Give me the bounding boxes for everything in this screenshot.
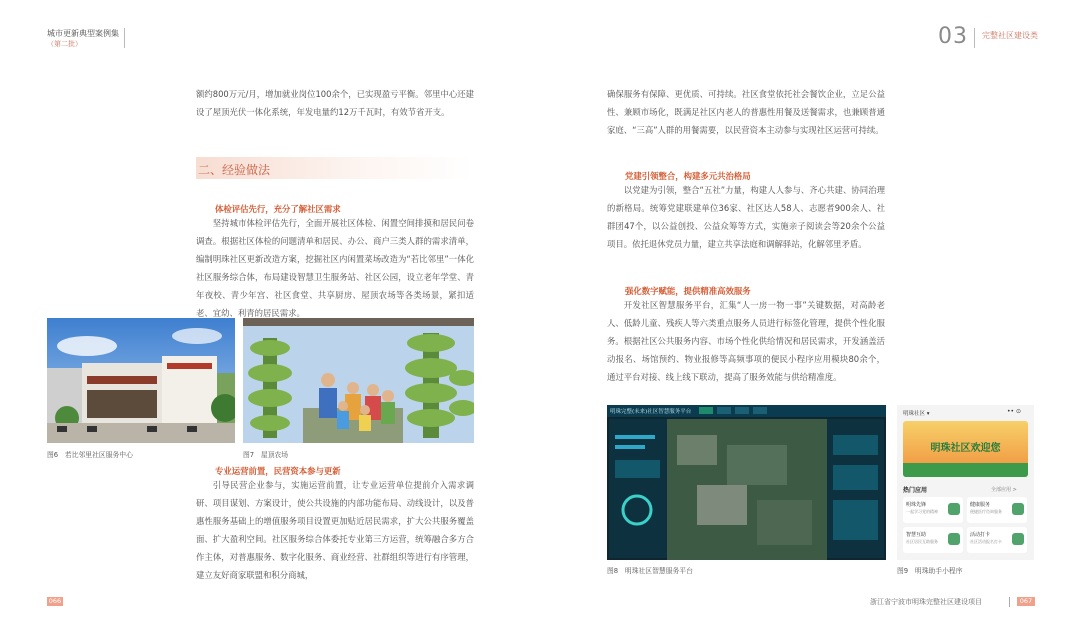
right-page-number: 067 — [1017, 597, 1035, 606]
app-tile-2[interactable] — [967, 497, 1027, 523]
fig7-rooftop-farm-photo — [243, 318, 474, 443]
fig8-platform-screenshot — [607, 405, 886, 560]
fig8-caption: 图8 明珠社区智慧服务平台 — [607, 567, 693, 575]
fig9-caption: 图9 明珠助手小程序 — [897, 567, 963, 575]
subheading-4: 强化数字赋能，提供精准高效服务 — [625, 286, 751, 296]
header-divider-right — [974, 28, 975, 48]
paragraph-3-text: 以党建为引领，整合“五社”力量，构建人人参与、齐心共建、协同治理的新格局。统筹党建联建单位36家、社区达人58人、志愿者900余人、社群团47个，以公益创投、公益众筹等方式，实施亲子阅读会等20余个公益项目。依托退休党员力量，建立共享法庭和调解驿站，化解邻里矛盾。 — [607, 185, 885, 249]
app-tile-2-desc: 便捷医疗咨询服务 — [970, 509, 1002, 514]
app-location: 明珠社区 ▾ — [903, 411, 930, 417]
app-tile-4[interactable] — [967, 527, 1027, 553]
subheading-1: 体检评估先行，充分了解社区需求 — [215, 204, 341, 214]
paragraph-2 — [196, 476, 474, 584]
paragraph-1 — [196, 214, 474, 322]
all-apps-link[interactable]: 全部应用 > — [991, 487, 1017, 493]
book-subtitle: （第二批） — [47, 40, 82, 48]
chapter-title: 完整社区建设类 — [982, 31, 1038, 40]
fig9-mini-program-screenshot — [897, 405, 1034, 560]
footer-divider — [1009, 597, 1010, 607]
app-menu-icon: •• ⊙ — [1007, 408, 1022, 415]
left-intro-text: 额约800万元/月，增加就业岗位100余个，已实现盈亏平衡。邻里中心还建设了屋顶光伏一体化系统，年发电量约12万千瓦时，有效节省开支。 — [196, 89, 474, 117]
paragraph-3 — [607, 181, 885, 253]
app-tile-1-icon — [948, 503, 960, 515]
app-tile-2-name: 健康服务 — [970, 502, 991, 508]
platform-map-graphic — [607, 405, 886, 560]
footer-project-title: 浙江省宁波市明珠完整社区建设项目 — [870, 598, 982, 606]
app-tile-4-name: 活动打卡 — [970, 532, 991, 538]
paragraph-4-text: 开发社区智慧服务平台，汇集“人一房一物一事”关键数据，对高龄老人、低龄儿童、残疾人等六类重点服务人员进行标签化管理，提供个性化服务。根据社区公共服务内容、市场个性化供给情况和居民需求，开发涵盖活动报名、场馆预约、物业报修等高频事项的便民小程序应用模块80余个，通过平台对接、线上线下联动，提高了服务效能与供给精准度。 — [607, 300, 885, 382]
app-tile-1-name: 明珠先锋 — [906, 502, 927, 508]
app-tile-3-name: 智慧互助 — [906, 532, 927, 538]
app-banner-ground — [903, 463, 1028, 477]
app-tile-1-desc: 一起学习党的精神 — [906, 509, 938, 514]
subheading-3: 党建引领整合，构建多元共治格局 — [625, 171, 751, 181]
fig6-community-center-photo — [47, 318, 235, 443]
app-tile-3-desc: 社区居民互助服务 — [906, 539, 938, 544]
app-banner — [903, 421, 1028, 477]
hot-apps-label: 热门应用 — [903, 487, 928, 494]
app-tile-4-desc: 社区活动报名打卡 — [970, 539, 1002, 544]
chapter-number: 03 — [938, 24, 968, 49]
app-tile-4-icon — [1012, 533, 1024, 545]
right-intro-text: 确保服务有保障、更优质、可持续。社区食堂依托社会餐饮企业，立足公益性、兼顾市场化，既满足社区内老人的普惠性用餐及送餐需求，也兼顾普通家庭、“三高”人群的用餐需要，以民营资本主动参与实现社区运营可持续。 — [607, 89, 885, 135]
fig6-caption: 图6 若比邻里社区服务中心 — [47, 451, 133, 459]
app-banner-text: 明珠社区欢迎您 — [930, 443, 1001, 454]
header-divider — [124, 28, 125, 48]
app-tile-1[interactable] — [903, 497, 963, 523]
paragraph-1-text: 坚持城市体检评估先行，全面开展社区体检、闲置空间排摸和居民问卷调查。根据社区体检的问题清单和居民、办公、商户三类人群的需求清单，编制明珠社区更新改造方案，挖掘社区内闲置菜场改造为“若比邻里”一体化社区服务综合体，布局建设智慧卫生服务站、社区公园，设立老年学堂、青年夜校、青少年宫、社区食堂、共享厨房、屋顶农场等各类场景，紧扣适老、宜幼、利青的居民需求。 — [196, 218, 474, 318]
book-title: 城市更新典型案例集 — [47, 29, 119, 38]
paragraph-2-text: 引导民营企业参与，实施运营前置，让专业运营单位提前介入需求调研、项目谋划、方案设计，使公共设施的内部功能布局、动线设计，以及普惠性服务基础上的增值服务项目设置更加贴近居民需求，扩大公共服务覆盖面、扩大盈利空间。社区服务综合体委托专业第三方运营，统筹融合多方合作主体，对普惠服务、数字化服务、商业经营、社群组织等进行有序管理，建立友好商家联盟和积分商城， — [196, 480, 474, 580]
left-intro-paragraph — [196, 85, 474, 121]
right-intro-paragraph — [607, 85, 885, 139]
paragraph-4 — [607, 296, 885, 386]
subheading-2: 专业运营前置，民营资本参与更新 — [215, 466, 341, 476]
app-tile-2-icon — [1012, 503, 1024, 515]
app-tile-3-icon — [948, 533, 960, 545]
section-title: 二、经验做法 — [198, 163, 271, 177]
left-page-number: 066 — [48, 597, 62, 605]
app-tile-3[interactable] — [903, 527, 963, 553]
platform-title: 明珠完整(未来)社区智慧服务平台 — [610, 409, 692, 415]
fig7-caption: 图7 屋顶农场 — [243, 451, 289, 459]
